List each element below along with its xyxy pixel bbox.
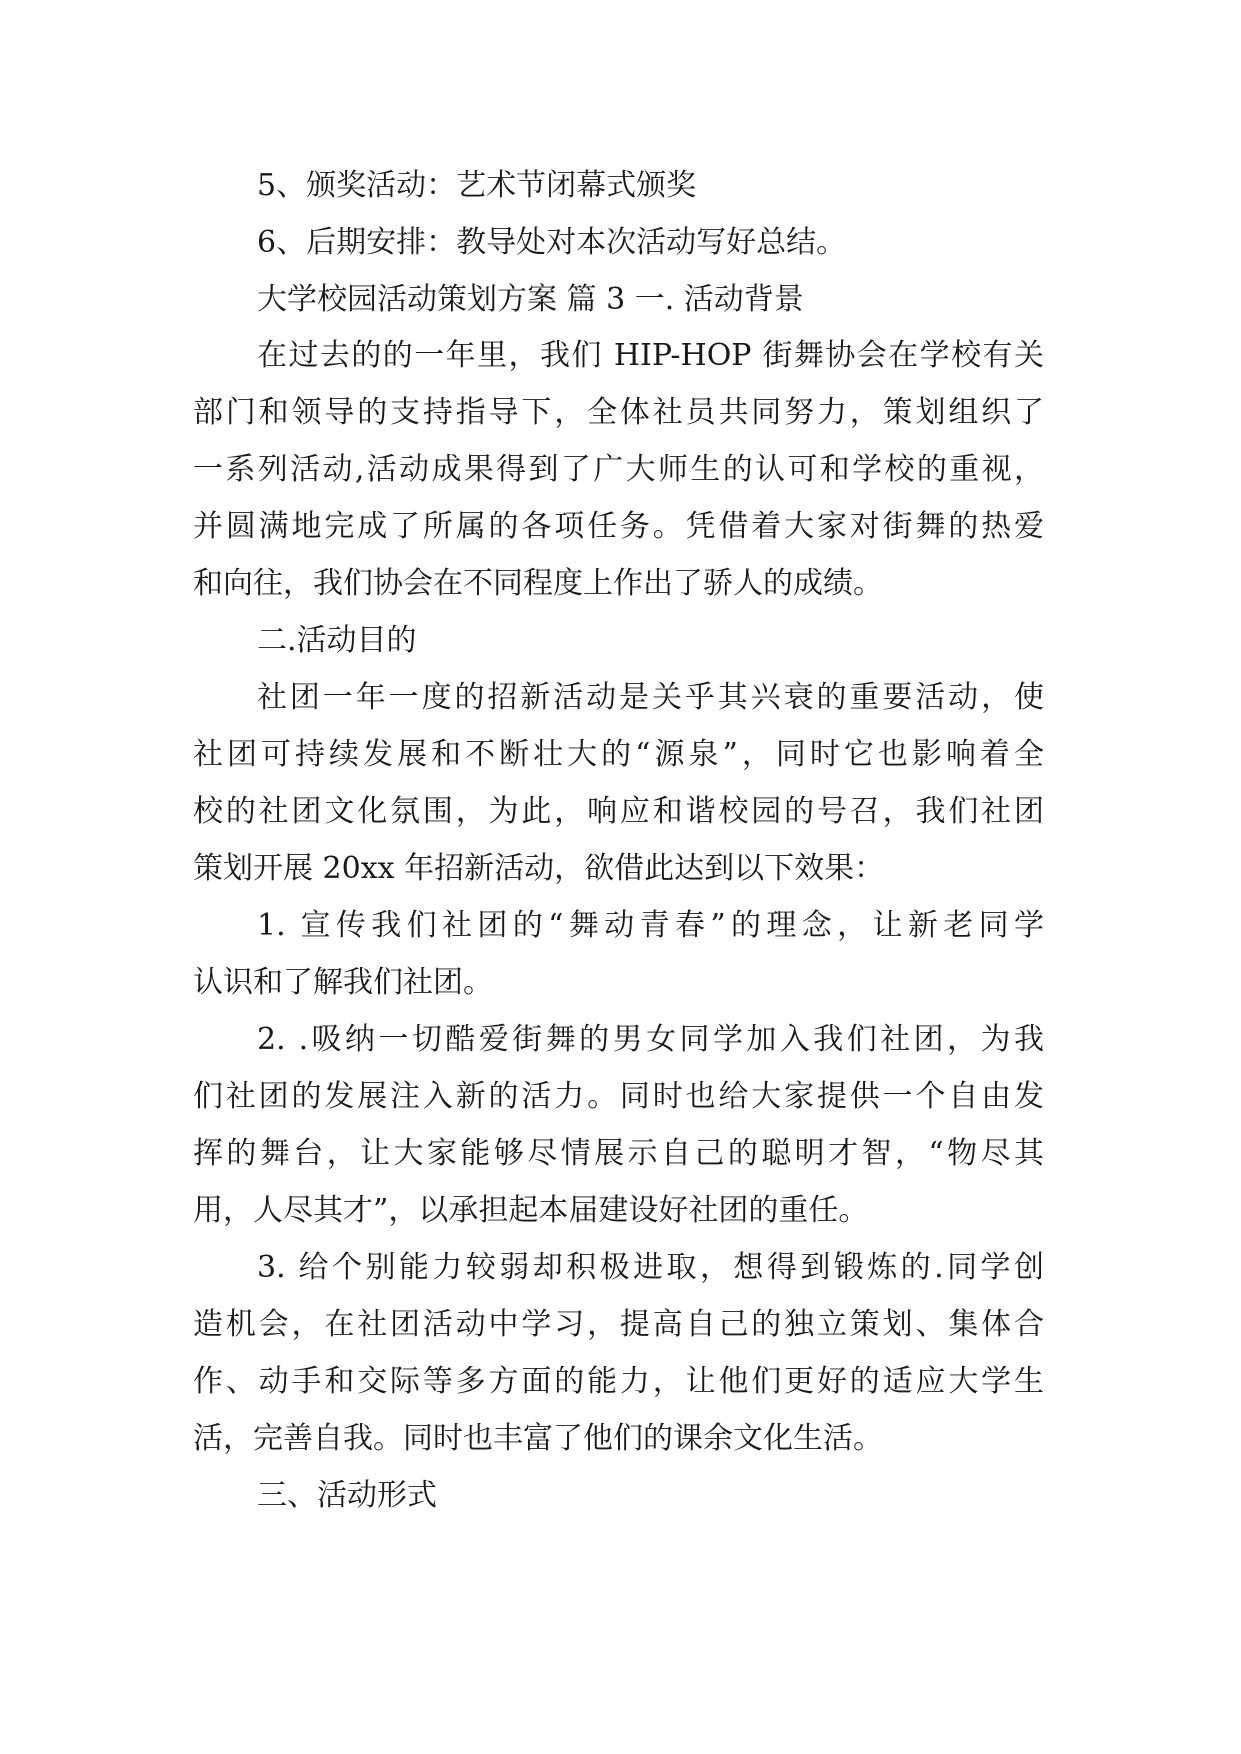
section-heading: 三、活动形式 [257, 1478, 437, 1513]
paragraph-line: 校的社团文化氛围，为此，响应和谐校园的号召，我们社团 [193, 794, 1044, 829]
paragraph-line: 在过去的的一年里，我们 HIP-HOP 街舞协会在学校有关 [257, 338, 1044, 373]
list-item-line: 3. 给个别能力较弱却积极进取，想得到锻炼的.同学创 [257, 1250, 1044, 1285]
paragraph-line: 并圆满地完成了所属的各项任务。凭借着大家对街舞的热爱 [193, 509, 1044, 544]
list-item-line: 作、动手和交际等多方面的能力，让他们更好的适应大学生 [193, 1364, 1044, 1399]
list-item-line: 用，人尽其才”，以承担起本届建设好社团的重任。 [193, 1193, 869, 1228]
paragraph-line: 社团可持续发展和不断壮大的“源泉”，同时它也影响着全 [193, 737, 1044, 772]
paragraph-line: 一系列活动,活动成果得到了广大师生的认可和学校的重视， [193, 452, 1044, 487]
list-item-line: 1. 宣传我们社团的“舞动青春”的理念，让新老同学 [257, 908, 1044, 943]
text-line: 5、颁奖活动：艺术节闭幕式颁奖 [257, 168, 697, 203]
paragraph-line: 策划开展 20xx 年招新活动，欲借此达到以下效果： [193, 851, 885, 886]
list-item-line: 们社团的发展注入新的活力。同时也给大家提供一个自由发 [193, 1079, 1044, 1114]
list-item-line: 造机会，在社团活动中学习，提高自己的独立策划、集体合 [193, 1307, 1044, 1342]
paragraph-line: 部门和领导的支持指导下，全体社员共同努力，策划组织了 [193, 395, 1044, 430]
list-item-line: 挥的舞台，让大家能够尽情展示自己的聪明才智，“物尽其 [193, 1136, 1044, 1171]
paragraph-line: 社团一年一度的招新活动是关乎其兴衰的重要活动，使 [257, 680, 1044, 715]
list-item-line: 2. .吸纳一切酷爱街舞的男女同学加入我们社团，为我 [257, 1022, 1044, 1057]
list-item-line: 认识和了解我们社团。 [193, 965, 493, 1000]
paragraph-line: 和向往，我们协会在不同程度上作出了骄人的成绩。 [193, 566, 883, 601]
text-line: 6、后期安排：教导处对本次活动写好总结。 [257, 225, 847, 260]
section-heading: 二.活动目的 [257, 623, 417, 658]
list-item-line: 活，完善自我。同时也丰富了他们的课余文化生活。 [193, 1421, 883, 1456]
section-heading: 大学校园活动策划方案 篇 3 一. 活动背景 [257, 282, 804, 317]
